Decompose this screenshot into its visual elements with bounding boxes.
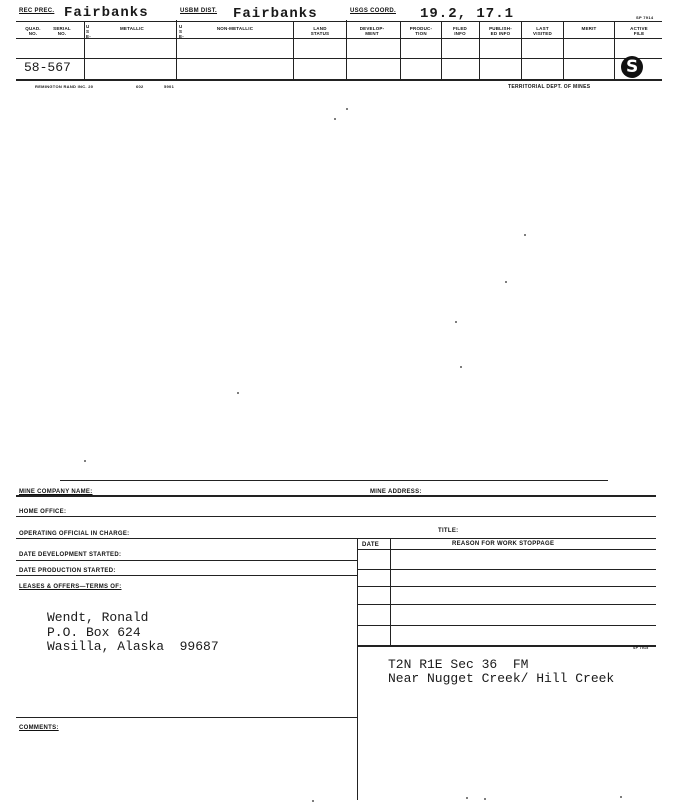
- divider: [357, 538, 358, 647]
- scan-speck: [346, 108, 348, 110]
- divider: [176, 20, 177, 80]
- scan-speck: [466, 797, 468, 799]
- scan-speck: [312, 800, 314, 802]
- form-code: SP 7914: [636, 15, 654, 20]
- location-line2: Near Nugget Creek/ Hill Creek: [388, 671, 615, 686]
- scan-speck: [524, 234, 526, 236]
- table-row: [357, 586, 656, 587]
- location-line1: T2N R1E Sec 36 FM: [388, 657, 529, 672]
- divider: [614, 21, 615, 80]
- divider: [346, 20, 347, 80]
- non-metallic-heading: NON-METALLIC: [216, 26, 254, 31]
- record-rule: [16, 58, 662, 59]
- active-file-mark: S: [626, 57, 639, 77]
- scan-speck: [460, 366, 462, 368]
- top-card: [0, 0, 678, 100]
- mine-address-label: MINE ADDRESS:: [370, 489, 422, 495]
- rec-prec-value: Fairbanks: [64, 5, 149, 21]
- scan-speck: [455, 321, 457, 323]
- table-row: [357, 569, 656, 570]
- filed-info-heading: FILED INFO: [453, 26, 467, 36]
- use-code-b: U S E-: [179, 24, 184, 39]
- production-heading: PRODUC- TION: [409, 26, 433, 36]
- scan-speck: [237, 392, 239, 394]
- development-heading: DEVELOP- MENT: [359, 26, 385, 36]
- rule: [357, 549, 656, 550]
- land-status-heading: LAND STATUS: [310, 26, 330, 36]
- rule: [16, 538, 656, 539]
- scan-speck: [505, 281, 507, 283]
- rule: [16, 516, 656, 517]
- scan-speck: [84, 460, 86, 462]
- table-row: [357, 645, 656, 647]
- rule: [16, 495, 656, 497]
- use-code-a: U S E-: [86, 24, 91, 39]
- divider: [479, 21, 480, 80]
- reason-header: REASON FOR WORK STOPPAGE: [452, 541, 555, 547]
- column-rule: [16, 38, 662, 39]
- rule: [16, 717, 357, 718]
- date-header: DATE: [362, 542, 380, 548]
- merit-heading: MERIT: [581, 26, 597, 31]
- active-file-heading: ACTIVE FILE: [630, 26, 648, 36]
- usgs-coord-value: 19.2, 17.1: [420, 6, 515, 22]
- home-office-label: HOME OFFICE:: [19, 509, 67, 515]
- printer-code: 5901: [164, 84, 175, 89]
- usbm-dist-label: USBM DIST.: [180, 8, 218, 14]
- rec-prec-label: REC PREC.: [19, 8, 55, 14]
- usgs-coord-label: USGS COORD.: [350, 8, 396, 14]
- rule: [16, 560, 357, 561]
- divider: [390, 538, 391, 647]
- rule: [16, 575, 357, 576]
- divider: [357, 645, 358, 800]
- divider: [441, 21, 442, 80]
- form-code: SP 7915: [633, 646, 649, 650]
- quad-no-heading: QUAD. NO.: [25, 26, 41, 36]
- divider: [400, 21, 401, 80]
- divider: [521, 21, 522, 80]
- last-visited-heading: LAST VISITED: [533, 26, 552, 36]
- owner-address-line2: Wasilla, Alaska 99687: [47, 639, 219, 654]
- metallic-heading: METALLIC: [119, 26, 144, 31]
- active-file-stamp: [621, 56, 643, 78]
- owner-address-line1: P.O. Box 624: [47, 625, 141, 640]
- printer-line: REMINGTON RAND INC. 20: [35, 84, 94, 89]
- bottom-card: [0, 470, 678, 807]
- usbm-dist-value: Fairbanks: [233, 6, 318, 22]
- scan-speck: [620, 796, 622, 798]
- operating-official-label: OPERATING OFFICIAL IN CHARGE:: [19, 531, 130, 537]
- divider: [563, 21, 564, 80]
- published-info-heading: PUBLISH- ED INFO: [489, 26, 512, 36]
- table-row: [357, 625, 656, 626]
- mine-company-label: MINE COMPANY NAME:: [19, 489, 93, 495]
- card-bottom-rule: [16, 79, 662, 81]
- leases-label: LEASES & OFFERS—TERMS OF:: [19, 584, 122, 590]
- serial-no-heading: SERIAL NO.: [53, 26, 71, 36]
- title-label: TITLE:: [438, 528, 459, 534]
- table-row: [357, 604, 656, 605]
- printer-code: 602: [136, 84, 144, 89]
- agency-name: TERRITORIAL DEPT. OF MINES: [508, 84, 591, 90]
- card-top-edge: [60, 480, 608, 481]
- owner-name: Wendt, Ronald: [47, 610, 149, 625]
- record-number: 58-567: [24, 60, 71, 75]
- header-rule: [16, 21, 662, 22]
- divider: [293, 21, 294, 80]
- divider: [84, 21, 85, 80]
- scan-speck: [484, 798, 486, 800]
- comments-label: COMMENTS:: [19, 725, 59, 731]
- date-production-label: DATE PRODUCTION STARTED:: [19, 568, 116, 574]
- scan-speck: [334, 118, 336, 120]
- date-development-label: DATE DEVELOPMENT STARTED:: [19, 552, 122, 558]
